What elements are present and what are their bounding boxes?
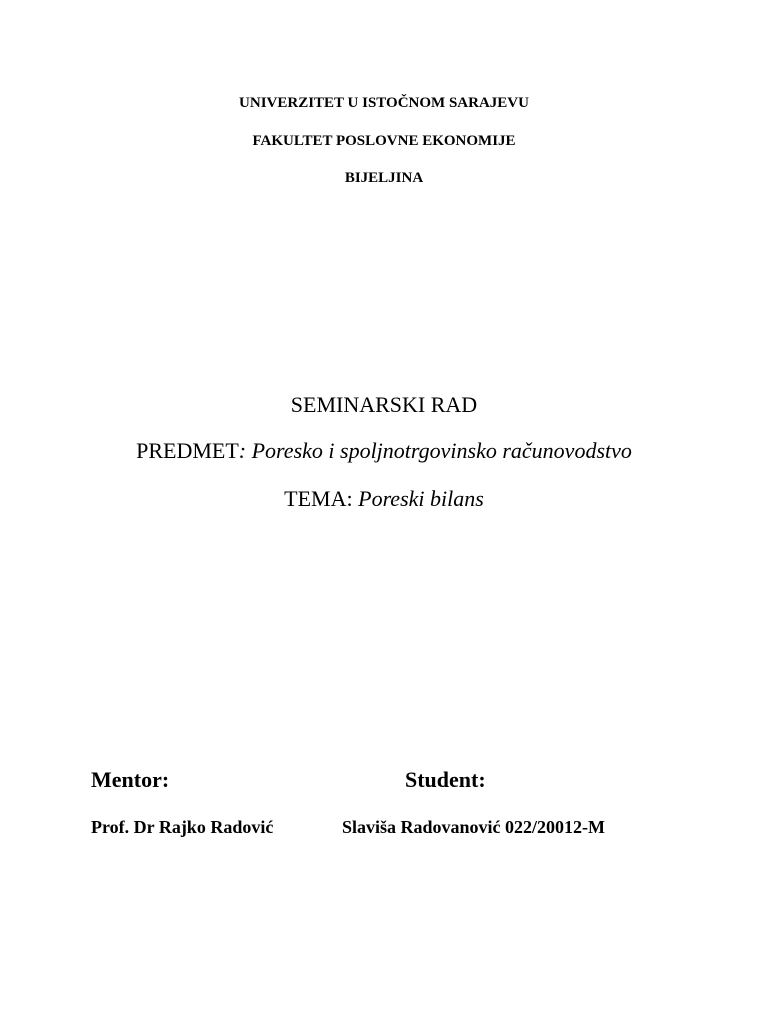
mentor-label: Mentor: xyxy=(91,767,170,792)
topic-line xyxy=(0,488,768,510)
subject-label: PREDMET xyxy=(136,438,239,463)
faculty-name: FAKULTET POSLOVNE EKONOMIJE xyxy=(252,133,516,149)
university-name: UNIVERZITET U ISTOČNOM SARAJEVU xyxy=(239,95,529,111)
topic-label: TEMA: xyxy=(284,486,353,511)
document-type-title: SEMINARSKI RAD xyxy=(290,392,478,417)
student-name: Slaviša Radovanović 022/20012-M xyxy=(342,817,606,837)
subject-value: : Poresko i spoljnotrgovinsko računovodstvo xyxy=(238,438,632,463)
student-label: Student: xyxy=(405,767,486,792)
city-name: BIJELJINA xyxy=(344,170,424,186)
mentor-name: Prof. Dr Rajko Radović xyxy=(91,817,274,837)
subject-line xyxy=(0,440,768,462)
topic-value: Poreski bilans xyxy=(352,486,484,511)
